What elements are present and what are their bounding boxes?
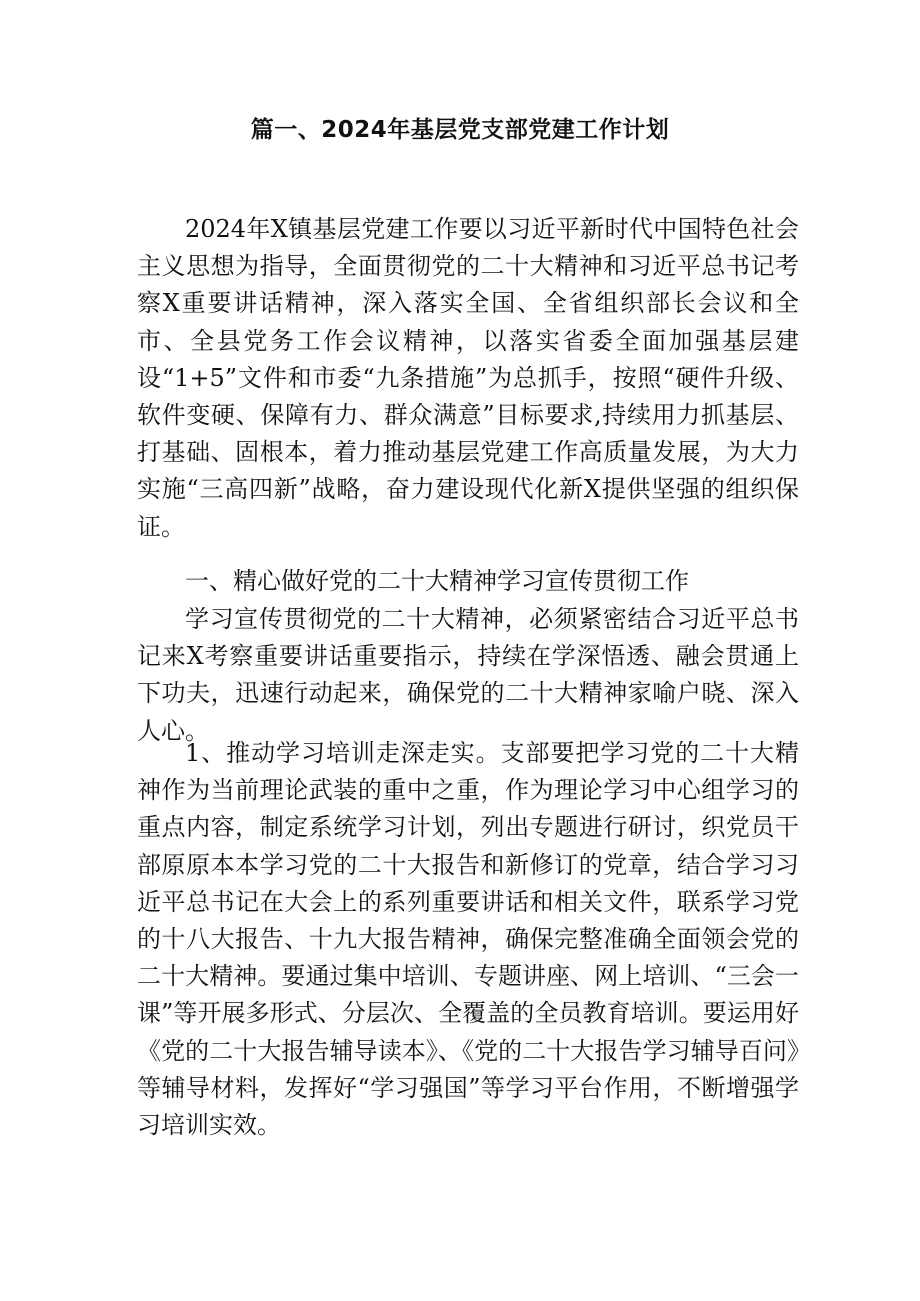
section-heading: 一、精心做好党的二十大精神学习宣传贯彻工作: [185, 567, 689, 595]
item-paragraph: 1、推动学习培训走深走实。支部要把学习党的二十大精神作为当前理论武装的重中之重，作为理论学习中心组学习的重点内容，制定系统学习计划，列出专题进行研讨，织党员干部原原本本学习党的二十大报告和新修订的党章，结合学习习近平总书记在大会上的系列重要讲话和相关文件，联系学习党的十八大报告、十九大报告精神，确保完整准确全面领会党的二十大精神。要通过集中培训、专题讲座、网上培训、“三会一课”等开展多形式、分层次、全覆盖的全员教育培训。要运用好《党的二十大报告辅导读本》、《党的二十大报告学习辅导百问》等辅导材料，发挥好“学习强国”等学习平台作用，不断增强学习培训实效。: [137, 739, 799, 1140]
intro-paragraph: 2024年X镇基层党建工作要以习近平新时代中国特色社会主义思想为指导，全面贯彻党的二十大精神和习近平总书记考察X重要讲话精神，深入落实全国、全省组织部长会议和全市、全县党务工作会议精神，以落实省委全面加强基层建设“1+5”文件和市委“九条措施”为总抓手，按照“硬件升级、软件变硬、保障有力、群众满意”目标要求,持续用力抓基层、打基础、固根本，着力推动基层党建工作高质量发展，为大力实施“三高四新”战略，奋力建设现代化新X提供坚强的组织保证。: [137, 215, 799, 541]
section-paragraph: 学习宣传贯彻党的二十大精神，必须紧密结合习近平总书记来X考察重要讲话重要指示，持续在学深悟透、融会贯通上下功夫，迅速行动起来，确保党的二十大精神家喻户晓、深入人心。: [137, 605, 799, 745]
document-title: 篇一、2024年基层党支部党建工作计划: [250, 117, 670, 143]
